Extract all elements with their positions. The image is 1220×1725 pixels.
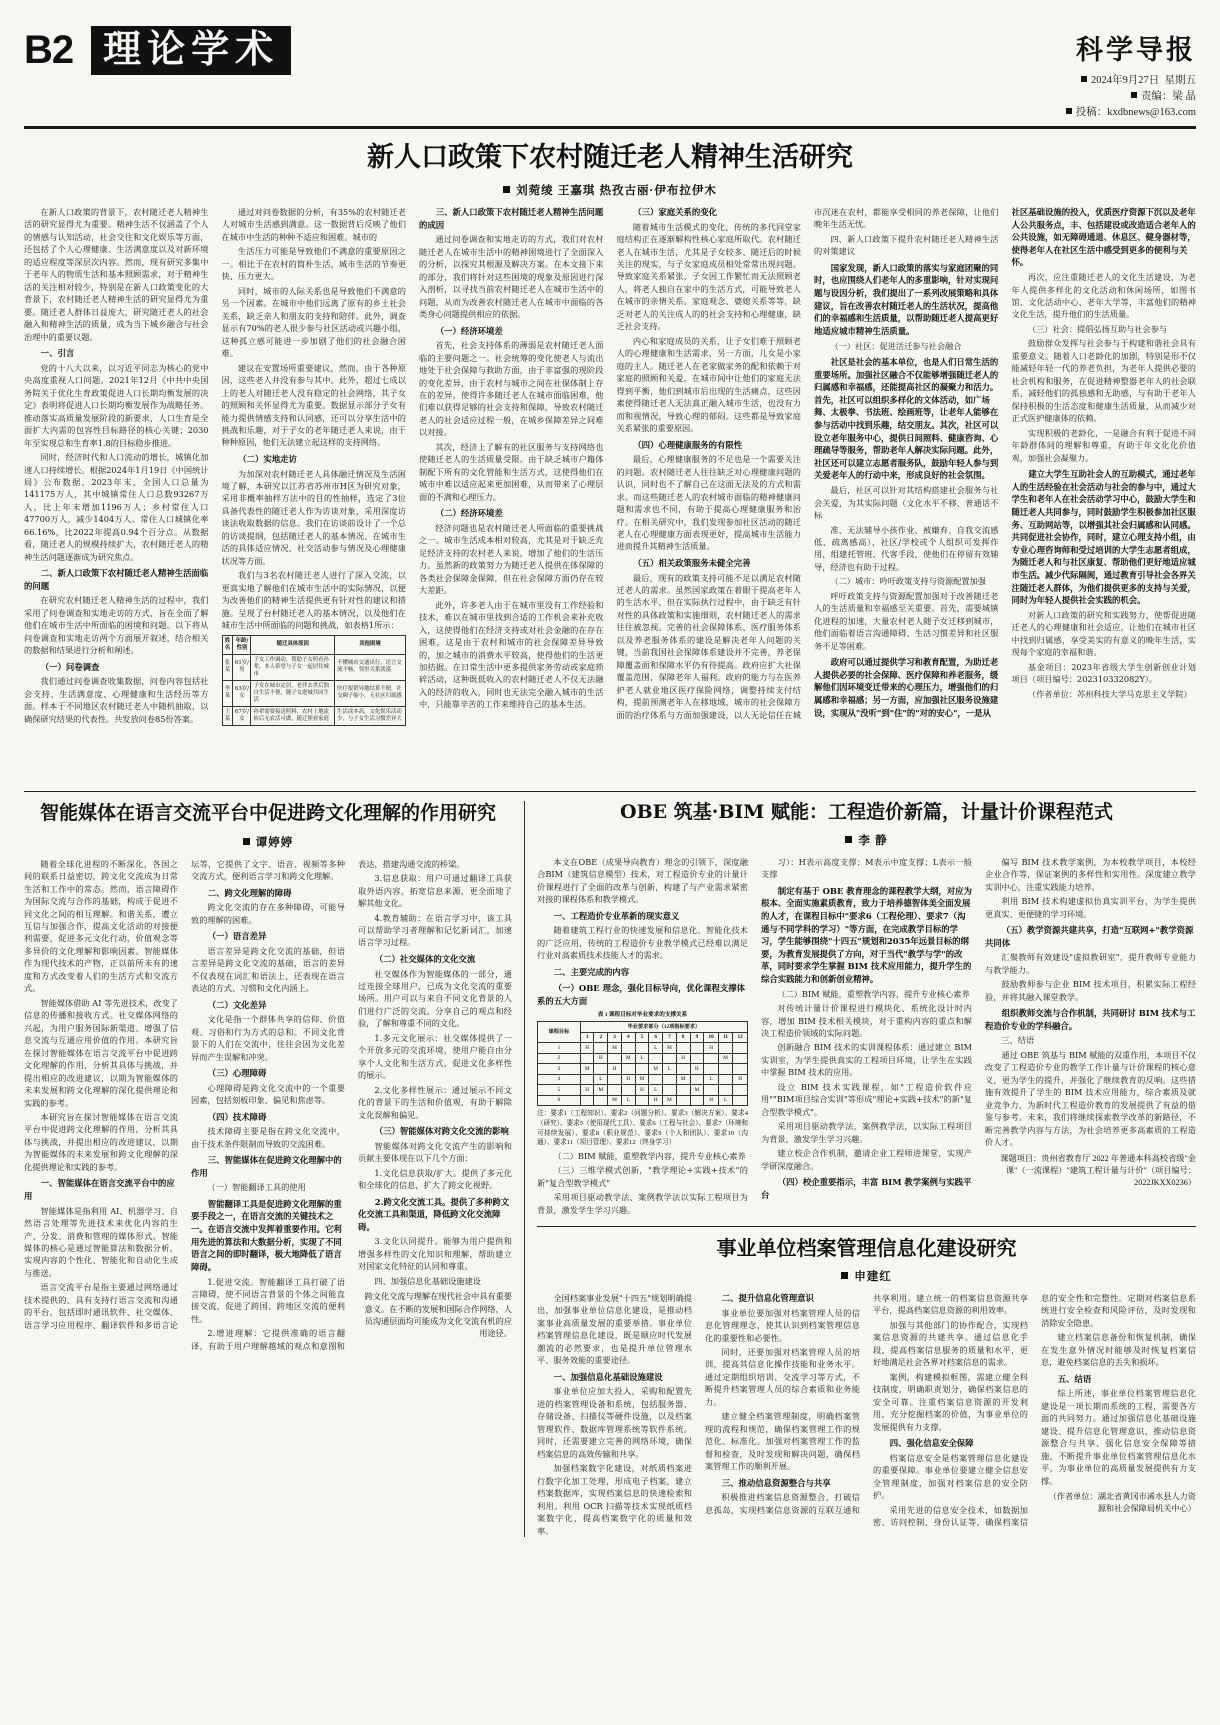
table-row <box>538 1064 748 1075</box>
cell <box>718 1043 732 1054</box>
subheading: （五）教学资源共建共享，打造"互联网+"教学资源共同体 <box>985 925 1194 948</box>
cell: M <box>690 1085 704 1096</box>
paragraph: 利用 BIM 技术构建虚拟仿真实训平台，为学生提供更真实、更便捷的学习环境。 <box>985 896 1196 919</box>
paragraph: 心理障碍是跨文化交流中的一个重要因素，包括刻板印象、偏见和焦虑等。 <box>191 1082 345 1106</box>
col-header: 12 <box>733 1032 748 1043</box>
page-number: B2 <box>24 28 74 73</box>
cell <box>621 1064 635 1075</box>
col-header: 随迁具体原因 <box>251 635 335 654</box>
paragraph: 首先，社会支持体系的薄弱是农村随迁老人面临的主要问题之一。社会统筹的变化使老人与流出地处于社会保障与救助方面，由于非富强的现阶段的变化差异，由于农村与城市之间在社保体制上存在的差异，使得许多随迁老人在城市面临困难，他们难以获得足够的社会支持和保障，导致农村随迁老人的社会适应过程一般，在城乡保障差异之间难以对接。 <box>419 340 604 438</box>
right-stack <box>524 801 1196 1537</box>
article-archive-body <box>537 1292 1196 1537</box>
paragraph: 同时，经济时代和人口流动的增长，城镇化加速人口持续增长。根据2024年1月19日《中国统计局》公布数据，2023年末，全国人口总量为141175万人，其中城镇常住人口总数93267万人，比上年末增加1196万人；乡村常住人口47700万人，减少1404万人。常住人口城镇化率66.16%，比2022年提高0.94个百分点。从数据看，随迁老人的规模持续扩大，农村随迁老人的精神生活问题逐渐成为研究焦点。 <box>24 452 209 562</box>
cell: H <box>733 1074 748 1085</box>
cell <box>580 1074 594 1085</box>
paragraph: 建立健全档案管理制度，明确档案管理的流程和规范，确保档案管理工作的规范化、标准化。加强对档案管理工作的监督和检查，及时发现和解决问题，确保档案管理工作的顺利开展。 <box>705 1411 860 1472</box>
cell <box>733 1095 748 1106</box>
paragraph: 生活压力可能是导致他们不满意的重要原因之一。相比于在农村的简朴生活，城市生活的节奏更快、压力更大。 <box>221 246 406 282</box>
col-header-corner: 课程目标 <box>538 1022 581 1043</box>
paragraph: （一）智能翻译工具的使用 <box>207 1182 306 1193</box>
cell: M <box>663 1095 677 1106</box>
col-header: 1 <box>580 1032 594 1043</box>
table-row <box>538 1085 748 1096</box>
weekday: 星期五 <box>1164 75 1196 86</box>
paragraph: 综上所述，事业单位档案管理信息化建设是一项长期而系统的工程，需要各方面的共同努力。通过加强信息化基础设施建设、提升信息化管理意识、推动信息资源整合与共享、强化信息安全保障等措施，不断提升事业单位档案管理信息化水平，为事业单位的高质量发展提供有力支撑。 <box>1041 1388 1196 1486</box>
paragraph: 1.促进交流。智能翻译工具打破了语言障碍，使不同语言背景的个体之间能直接交流，促进了跨国、跨地区交流的便利性。 <box>191 1276 345 1324</box>
paragraph: （三）社会：提倡弘扬互助与社会参与 <box>1027 323 1168 334</box>
cell <box>733 1053 748 1064</box>
paragraph: 采用项目驱动教学法，案例教学法，以实际工程项目为背景，激发学生学习兴趣。 <box>761 1121 972 1144</box>
article-language-media-headline: 智能媒体在语言交流平台中促进跨文化理解的作用研究 <box>39 802 496 824</box>
cell: 张某 <box>222 654 233 680</box>
paragraph: 设立 BIM 技术实践课程，如"工程造价软件应用""BIM项目综合实训"等形成"理论+实践+技术"的新"复合型教学模式"。 <box>761 1081 972 1117</box>
article-language-media-body <box>24 858 512 1353</box>
cell <box>594 1095 608 1106</box>
masthead-right <box>1066 26 1196 120</box>
cell <box>635 1043 649 1054</box>
paragraph: 同时，城市的人际关系也是导致他们不满意的另一个因素。在城市中他们远离了原有的乡土社会关系，缺乏亲人和朋友的支持和陪伴。此外，调查显示有70%的老人很少参与社区活动或兴趣小组，这种孤立感可能进一步加剧了他们的社会融合困难。 <box>221 285 406 359</box>
cell <box>718 1074 732 1085</box>
article-archive-headline: 事业单位档案管理信息化建设研究 <box>716 1236 1017 1260</box>
cell: L <box>621 1095 635 1106</box>
cell <box>718 1064 732 1075</box>
subheading: 一、工程造价专业革新的现实意义 <box>553 910 680 921</box>
cell: L <box>635 1053 649 1064</box>
paragraph: 事业单位要加强对档案管理人员的信息化管理理念，使其认识到档案管理信息化的重要性和必要性。 <box>705 1307 860 1343</box>
subheading: 二、主要完成的内容 <box>553 966 630 977</box>
cell <box>594 1043 608 1054</box>
table-row <box>538 1043 748 1054</box>
paragraph: 本文在OBE（成果导向教育）理念的引领下，深度融合BIM（建筑信息模型）技术，对工程造价专业的计量计价课程进行了全面的改革与创新，构建了与产业需求紧密对接的课程体系和教学模式。 <box>537 856 748 905</box>
cell: 1 <box>538 1043 581 1054</box>
paragraph: 2.文化多样性展示：通过展示不同文化的背景下的生活和价值观，有助于解除文化误解和偏见。 <box>358 1084 512 1120</box>
masthead-meta <box>1066 73 1196 120</box>
cell: 子女工作调动，帮助子女照看孙辈，本人希望与子女一起居住城市 <box>251 654 335 680</box>
publish-date: 2024年9月27日 <box>1091 75 1160 86</box>
paragraph: 跨文化交流的存在多种障碍，可能导致的理解的困难。 <box>191 902 345 925</box>
cell: H <box>621 1074 635 1085</box>
paragraph: （一）社区：促进活迁参与社会融合 <box>830 340 962 351</box>
paragraph: 实现积极的老龄化，一是融合有利于促进不同年龄群体间的理解和尊重，有助于年文化化价值观，加强社会凝聚力。 <box>1011 427 1196 463</box>
article-main-authors: 刘菀绫 王嘉琪 热孜古丽·伊布拉伊木 <box>516 185 717 197</box>
table-header-row <box>222 635 406 654</box>
cell: 生活成本高，文化娱乐活动少，与子女生活习惯差异大 <box>335 706 406 725</box>
article-language-media-author: 谭婷婷 <box>255 836 294 849</box>
cell <box>676 1085 690 1096</box>
paragraph: 为加深对农村随迁老人具体融迁情况及生活困境了解，本研究以江苏省苏州市H区为研究对象，采用非概率抽样方法中的目的性抽样，选定了3位具备代表性的随迁老人作为访谈对象，采用深度访谈法收取数据的信息。我们在访谈前设计了一个总的访谈提纲，包括随迁老人的基本情况、在城市生活的具体适应情况、社交活动参与情况及心理健康状况等方面。 <box>221 468 406 566</box>
article-main-byline <box>24 182 1196 198</box>
paragraph: 四、新人口政策下提升农村随迁老人精神生活的对策建议 <box>814 233 999 257</box>
cell: 67岁/女 <box>233 706 251 725</box>
paragraph: 3.文化认同提升。能够为用户提供和增强多样性的文化知识和理解，帮助建立对国家文化特征的认同和尊重。 <box>358 1236 512 1272</box>
subheading: 三、推动信息资源整合与共享 <box>721 1477 831 1488</box>
cell <box>635 1095 649 1106</box>
paragraph: 我们通过问卷调查收集数据，问卷内容包括社会支持、生活满意度、心理健康和生活经历等方面。样本于不同地区农村随迁老人中随机抽取，以确保研究结果的代表性。共发放问卷85份答案。 <box>24 676 209 724</box>
paragraph: 偏写 BIM 技术教学案例，为本校教学项目，本校经企业合作等，保证案例的多样性和实用性。深度建立教学实训中心，注重实践能力培养。 <box>985 856 1196 892</box>
cell <box>663 1074 677 1085</box>
cell <box>718 1085 732 1096</box>
paragraph: 语言差异是跨文化交流的基础，但语言差异是跨文化交流的基础，语言的差异不仅表现在词汇和语法上，还表现在语言表达的方式、习惯和文化内涵上。 <box>191 945 345 994</box>
cell: H <box>594 1053 608 1064</box>
col-header: 年龄/性别 <box>233 635 251 654</box>
article-main <box>24 141 1196 781</box>
cell: H <box>580 1085 594 1096</box>
paragraph: 采用先进的信息安全技术，如数据加密、访问控制、身份认证等，确保档案信息的安全性和完整性。定期对档案信息系统进行安全检查和风险评估，及时发现和消除安全隐患。 <box>873 1293 1196 1528</box>
subheading: 二、提升信息化管理意识 <box>721 1293 814 1303</box>
subheading: 制定有基于 OBE 教育理念的课程教学大纲，对应为根本、全面实施素质教育，致力于培养德智体美全面发展的人才，在课程目标中"要求6（工程伦理）、要求7（沟通与不同学科的学习）"等方面，在完成教学目标的学习，学生能够围绕"十四五"规划和2035年远景目标的纲要，为教育发展提供了方向，对于当代"教学与学"的改革，同时要求学生掌握 BIM 技术应用能力，提升学生的综合实践能力和创新创业精神。 <box>761 885 972 984</box>
byline-marker-icon <box>503 186 510 193</box>
cell: H <box>580 1043 594 1054</box>
table-row <box>222 654 406 680</box>
col-header: 4 <box>621 1032 635 1043</box>
cell: H <box>635 1085 649 1096</box>
subheading: （二）实地走访 <box>238 453 297 464</box>
byline-marker-icon <box>845 836 852 843</box>
cell: 2 <box>538 1053 581 1064</box>
paragraph: 技术障碍主要是指在跨文化交流中，由于技术条件限制而导致的交流困难。 <box>191 1126 345 1149</box>
paragraph: 其次，经济上了解有的社区服务与支持网络也使随迁老人的生活质量受限。由于缺乏城市户籍体制配下所有的文化管能和生活方式，这使得他们在城市中难以适应起来更加困难，从而带来了心理层面的不满和心理压力。 <box>419 441 604 502</box>
col-header: 8 <box>676 1032 690 1043</box>
table-row <box>222 680 406 706</box>
paragraph: 四、加强信息化基础设施建设 <box>374 1275 481 1286</box>
cell: 63岁/女 <box>233 680 251 706</box>
cell <box>704 1085 719 1096</box>
paragraph: 内心和家庭成员的关系，让子女们难于照顾老人的心理健康和生活需求，另一方面，儿女是小家庭的主人。随迁老人在老家做家务的配和依赖于对家庭的照顾和关爱，在城市间中让他们的家庭无法得到平衡，他们到城市后出现的生活痛点，这些因素使得随迁老人无法真正融入城市生活，也没有力而和视情况，导致心理的郁闷。这些都是导致家庭关系紧张的重要原因。 <box>616 335 801 434</box>
cell <box>676 1064 690 1075</box>
paragraph: 随着建筑工程行业的快速发展和信息化、智能化技术的广泛应用，传统的工程造价专业教学模式已经难以满足行业对高素质技术技能人才的需求。 <box>537 925 748 961</box>
subheading: 建立大学生互助社会人的互助模式，通过老年人的生活经验在社会活动与社会的参与中，通过大学生和老年人在社会活动学习中心，鼓励大学生和随迁老人共同参与，同时鼓励学生积极参加社区服务、互助网站等，以增强其社会归属感和认同感。共同促进社会协作，同时，建立心理支持小组，由专业心理咨询师和受过培训的大学生志愿者组成，为随迁老人和与社区康复、帮助他们更好地适应城市生活。减少代际隔阂，通过教育引导社会各界关注随迁老人群体，为他们提供更多的支持与关爱，同时为年轻人提供社会实践的机会。 <box>1011 469 1196 606</box>
cell <box>635 1064 649 1075</box>
cell: M <box>649 1064 663 1075</box>
subheading: （一）语言差异 <box>207 931 267 942</box>
cell <box>676 1043 690 1054</box>
article-archive-author: 申建红 <box>854 1271 892 1283</box>
cell: L <box>704 1074 719 1085</box>
cell: M <box>608 1043 622 1054</box>
article-archive-info <box>537 1236 1196 1537</box>
cell: H <box>704 1043 719 1054</box>
funding-note: 通过 OBE 筑基与 BIM 赋能的双重作用，本项目不仅改变了工程造价专业的教学工作计量与计价课程的核心意义，更为学生的提升，并强化了继续教育的反响。这些措施有效提升了学生的 BIM 技术应用能力，综合素质及就业竞争力，为新时代工程造价教育的发展提供了有益的借鉴与参考。未来，我们将继续探索教学改革的新路径，不断完善教学内容与方法，为社会培养更多高素质的工程造价人才。 <box>985 1049 1196 1148</box>
paragraph: 对新人口政策的研究和实践努力，使帮促进随迁老人的心理健康和社会适应，让他们在城市社区中找到归属感，享受美实的有意义的晚年生活，实现每个家庭的幸福和谐。 <box>1011 609 1196 658</box>
lower-band <box>24 801 1196 1537</box>
bullet-icon <box>1131 92 1137 98</box>
cell: 不懂城市交通出行，语言交流不畅，邻里关系淡漠 <box>335 654 406 680</box>
paragraph: 此外，许多老人由于在城市里没有工作经验和技术，难以在城市里找到合适的工作机会来补充收入，这使得他们在经济支持或对社会金融的在存在困难，这是由于农村和城市的社会保障差异导致的，加之城市的消费水平较高，使得他们的生活更加拮据。在日常生活中更多提供家务劳动或家庭琐碎活动，这种既低收入的农村随迁老人不仅无法融入的经济的收入，同时也无法完全融入城市的生活中，只能靠辛苦的工作来维持自己的基本生活。 <box>419 599 604 710</box>
subheading: （四）技术障碍 <box>207 1111 267 1122</box>
subheading: （一）OBE 理念，强化目标导向，优化课程支撑体系的五大方面 <box>537 983 745 1006</box>
paragraph: 汇聚教师有效建设"虚拟教研室"，提升教师专业能力与教学能力。 <box>985 952 1196 975</box>
paragraph: 创新融合 BIM 技术的实训课程体系：通过建立 BIM 实训室，为学生提供真实的工程项目环境，让学生在实践中掌握 BIM 技术的应用。 <box>761 1042 972 1078</box>
paragraph: 同时，还要加强对档案管理人员的培训，提高其信息化操作技能和业务水平。通过定期组织培训、交流学习等方式，不断提升档案管理人员的综合素质和业务能力。 <box>705 1347 860 1407</box>
cell <box>594 1064 608 1075</box>
subheading: （三）家庭关系的变化 <box>633 207 718 217</box>
paragraph: 三、结语 <box>1001 1035 1035 1046</box>
paragraph: 最后，现有的政策支持可能不足以满足农村随迁老人的需求。虽然国家政策在着眼于提高老年人的生活水平，但在实际执行过程中，由于缺乏有针对性的具体政策和实施细则，农村随迁老人的需求往往被忽视。完善的社会保障体系、医疗服务体系以及养老服务体系的建设是解决老年人问题的关键，当前我国社会保障体系建设并不完善，养老保障覆盖面和保障水平仍有待提高。政府应扩大社保覆盖范围，保障老年人福利。政府的能力与在医养护老人就业地区医疗保险网络，调整持续支付结构，提前预测老年人在移地域、城市的社会保障方面的治疗体系与方面加强建设，以人无论信任在城市沉迷在农村，都能享受相同的养老保障，让他们晚年生活无忧。 <box>616 207 999 720</box>
col-header: 姓名 <box>222 635 233 654</box>
subheading: （三）智能媒体对跨文化交流的影响 <box>374 1126 509 1137</box>
col-header: 3 <box>608 1032 622 1043</box>
subheading: （一）问卷调查 <box>40 661 100 672</box>
table-caption: 表 1 课程目标对毕业要求的支撑关系 <box>597 1012 688 1019</box>
paragraph: 习）：H表示高度支撑；M表示中度支撑；L表示一般支撑 <box>761 856 972 880</box>
paragraph: 积极推进档案信息资源整合，打破信息孤岛，实现档案信息资源的互联互通和共享利用。建立统一的档案信息资源共享平台，提高档案信息资源的利用效率。 <box>705 1293 1028 1515</box>
paragraph: 事业单位应加大投入，采购和配置先进的档案管理设备和系统，包括服务器、存储设备、扫描仪等硬件设施，以及档案管理软件、数据库管理系统等软件系统。同时，还需要建立完善的网络环境，确保档案信息的高效传输和共享。 <box>537 1386 692 1459</box>
col-header-group: 毕业要求部分（12项指标要求） <box>580 1022 747 1033</box>
subheading: 2.跨文化交流工具。提供了多种跨文化交流工具和渠道，降低跨文化交流障碍。 <box>358 1196 510 1232</box>
cell <box>704 1064 719 1075</box>
article-obe-bim-byline <box>537 832 1196 848</box>
masthead <box>24 26 1196 129</box>
affiliation: 课题项目：贵州省教育厅 2022 年普通本科高校省级"金课"（一流课程）"建筑工程计量与计价"（项目编号：2022JKXX0236） <box>1000 1153 1196 1188</box>
paragraph: 语言交流平台是指主要通过网络通过技术提供的、具有支持行语言交流和沟通的平台，包括即时通讯软件、社交媒体、语言学习应用程序、翻译软件和多语言论坛等，它提供了文字、语音、视频等多种交流方式，便利语言学习和跨文化理解。 <box>24 858 345 1330</box>
article-obe-bim-headline: OBE 筑基·BIM 赋能：工程造价新篇，计量计价课程范式 <box>620 801 1113 823</box>
cell: 6 <box>538 1095 581 1106</box>
subheading: 政府可以通过提供学习和教育配置，为助迁老人提供必要的社会保障、医疗保障和养老服务，缓解他们因环境变迁带来的心理压力，增强他们的归属感和幸福感；另一方面，应加强社区服务设施建设，实现从"没听"到"住"的"对的安心"，一是从社区基础设施的投入，优质医疗资源下沉以及老年人公共服务点，丰、包括建设或改造适合老年人的公共设施，如无障碍通道、休息区、健身器材等，使得老年人在社区生活中感受到更多的便利与关怀。 <box>814 207 1196 718</box>
paragraph: 对传统计量计价课程进行模块化、系统化设计时内容，增加 BIM 技术相关模块，对于重构内容的重点和解决工程造价领域的实际问题。 <box>761 1003 972 1038</box>
respondent-table <box>222 635 407 726</box>
paragraph: （三）三维学模式创新，"教学理论+实践+技术"的新"复合型教学模式" <box>537 1165 748 1188</box>
cell <box>621 1043 635 1054</box>
cell <box>733 1085 748 1096</box>
cell: 子女在城市定居，老伴去世后独自生活不便，随子女进城共同生活 <box>251 680 335 706</box>
article-main-body <box>24 206 1196 781</box>
cell: M <box>594 1085 608 1096</box>
subheading: （五）相关政策服务未健全完善 <box>633 557 751 568</box>
paragraph: 在新人口政策的背景下，农村随迁老人精神生活的研究显得尤为重要。精神生活不仅涵盖了个人的情感与认知活动，社会交往和文化娱乐等方面，还包括了个人心理健康、生活满意度以及对新环境的适应程度等深层次内容。然而，现有研究多集中于老年人的物质生活和基本照顾需求，对于精神生活的关注相对较少，特别是在新人口政策变化的大背景下，农村随迁老人精神生活的研究显得尤为重要。随迁老人群体日益庞大，研究随迁老人的社会融入和精神生活的质量，成为当下城乡融合与社会治理中的重要议题。 <box>24 207 209 342</box>
paragraph: 建立校企合作机制，邀请企业工程师进课堂，实现产学研深度融合。 <box>761 1148 972 1171</box>
paragraph: 2.增进理解：它提供准确的语言翻译，有助于用户理解越域的观点和意图和表达，搭建沟通交流的桥梁。 <box>191 858 465 1351</box>
paragraph: 案例，构建模拟框图，需建立健全科技制度，明确职责划分，确保档案信息的安全可靠。注重档案信息资源的开发利用，充分挖掘档案的价值，为事业单位的发展提供有力支撑。 <box>873 1371 1028 1432</box>
cell: H <box>608 1064 622 1075</box>
paragraph: 随着全球化进程的不断深化，各国之间的联系日益密切，跨文化交流成为日常生活和工作中的常态。然而，语言障碍作为国际交流与合作的基础，构成于促进不同文化之间的相互理解。和谐关系，遭立互信与加强合作，提高文化活动的对接便利需要，促进多元文化行动，价值观念等多异价的文化理解和影响因素。智能媒体作为现代技术的产物，正以前所未有的速度和方式改变着人们的生活方式和交流方式。 <box>24 858 178 994</box>
col-header: 9 <box>690 1032 704 1043</box>
cell: M <box>718 1053 732 1064</box>
cell: M <box>635 1074 649 1085</box>
col-header: 6 <box>649 1032 663 1043</box>
cell <box>676 1095 690 1106</box>
paragraph: 准、无法辅导小孩作业、被嫌弃、自我交流感低、疏离感高），社区/学校或个人组织可发挥作用，组建托管班、代客手段，使他们在停留有效辅导，经济也有助于过程。 <box>814 524 999 572</box>
cell: H <box>676 1053 690 1064</box>
article-obe-bim-body <box>537 856 1196 1216</box>
cell <box>663 1053 677 1064</box>
article-language-media <box>24 801 524 1537</box>
paragraph: （二）BIM 赋能，重塑教学内容，提升专业核心素养 <box>777 988 970 999</box>
cell: L <box>649 1085 663 1096</box>
section-divider <box>537 1226 1196 1227</box>
col-header: 5 <box>635 1032 649 1043</box>
paragraph: 4.教育辅助：在语言学习中，该工具可以帮助学习者理解和记忆新词汇，加速语言学习过程。 <box>358 912 512 948</box>
subheading: （二）经济环境差 <box>435 508 503 519</box>
paragraph: 社交媒体作为智能媒体的一部分，通过连接全球用户，已成为文化交流的重要场所。用户可以与来自不同文化背景的人们进行广泛的交流，分享自己的观点和经验，了解和尊重不同的文化。 <box>358 968 512 1029</box>
paragraph: 本研究旨在探讨智能媒体在语言交流平台中促进跨文化理解的作用，分析其具体与挑战，并提出相应的改进建议，以期为智能媒体的未来发展和跨文化理解的深化提供理论和实践的参考。 <box>24 1112 178 1172</box>
paragraph: 建立档案信息备份和恢复机制，确保在发生意外情况时能够及时恢复档案信息，避免档案信息的丢失和损坏。 <box>1041 1332 1196 1368</box>
paragraph: 党的十八大以来，以习近平同志为核心的党中央高度重视人口问题。2021年12月《中共中央国务院关于优化生育政策促进人口长期均衡发展的决定》表明将促进人口长期均衡发展作为战略任务。推动落实高质量发展阶段的新要求，人口生育是全面扩大内需的包容性目标路径的核心关键；2030年至实现总和生育率1.8的目标稳步推进。 <box>24 362 209 448</box>
paragraph: 鼓励群众发挥与社会参与于构建和谐社会具有重要意义。随着人口老龄化的加剧，特别是形不仅能减轻年轻一代的养老负担，为老年人提供必要的社会机构和服务，在促进精神整器老年人的社会联系，减轻他们的孤独感和无助感，与有助于老年人保持积极的生活态度和健康生活质量，从而减少对正式医护健康体的依赖。 <box>1011 338 1196 424</box>
paragraph: 采用项目驱动教学法、案例教学法以实际工程项目为背景，激发学生学习兴趣。 <box>537 1192 748 1215</box>
masthead-left <box>24 26 291 75</box>
cell: M <box>580 1064 594 1075</box>
cell: 医疗报销异地结算不便，社交圈子缩小，无社区归属感 <box>335 680 406 706</box>
article-obe-bim <box>537 801 1196 1216</box>
subheading: 四、强化信息安全保障 <box>889 1438 974 1449</box>
paragraph: 我们与3名农村随迁老人进行了深入交流，以更真实地了解他们在城市生活中的实际情况，以便为改善他们的精神生活提供更有针对性的建议和措施。呈现了台村随迁老人的基本情况，以及他们在城市生活中所面临的问题和挑战，如表格1所示： <box>221 570 406 631</box>
subheading: 社区是社会的基本单位，也是人们日常生活的重要场所。加强社区融合不仅能够增强随迁老人的归属感和幸福感，还能提高社区的凝聚力和活力。首先，社区可以组织多样化的文体活动，如广场舞、太极拳、书法班、绘画班等，让老年人能够在参与活动中找到乐趣，结交朋友。其次，社区可以设立老年服务中心，提供日间照料、健康咨询、心理疏导等服务，帮助老年人解决实际问题。此外，社区还可以建立志愿者服务队，鼓励年轻人参与到关爱老年人的行动中来，形成良好的社会氛围。 <box>814 357 999 481</box>
subheading: （四）心理健康服务的有限性 <box>633 439 743 450</box>
table-row <box>538 1095 748 1106</box>
cell: M <box>621 1053 635 1064</box>
cell <box>690 1053 704 1064</box>
col-header: 10 <box>704 1032 719 1043</box>
cell <box>690 1074 704 1085</box>
cell: 5 <box>538 1085 581 1096</box>
article-language-media-byline <box>24 834 512 850</box>
paragraph: （二）城市：吟吁政策支持与资源配置加强 <box>830 576 986 587</box>
subheading: 一、引言 <box>40 348 75 359</box>
paragraph: 建议在安置场所重要建议，然而，由于各种原因，这些老人并没有参与其中。此外，超过七成以上的老人对随迁老人没有稳定的社会网络，其子女的照顾和关怀显得尤为重要。数据显示部分子女有能力提供情感支持和认同感，还可以分享生活中的挑战和乐趣，对于子女的老年随迁老人来说，由于种种原因，他们无法建立起这样的支持网络。 <box>221 362 406 448</box>
cell <box>580 1095 594 1106</box>
article-main-headline: 新人口政策下农村随迁老人精神生活研究 <box>367 142 853 174</box>
cell <box>649 1053 663 1064</box>
table-row <box>538 1053 748 1064</box>
subheading: （一）经济环境差 <box>435 325 503 336</box>
subheading: 五、结语 <box>1057 1373 1092 1384</box>
subheading: 组织教师交流与合作机制，共同研讨 BIM 技术与工程造价专业的学科融合。 <box>985 1008 1196 1031</box>
paragraph: 加强档案数字化建设，对纸质档案进行数字化加工处理，形成电子档案，建立档案数据库，实现档案信息的快速检索和利用。利用 OCR 扫描等技术实现纸质档案数字化，提高档案数字化的质量和效率。 <box>537 1463 692 1536</box>
article-obe-bim-author: 李 静 <box>858 834 888 847</box>
cell <box>649 1074 663 1085</box>
paragraph: 加强与其他部门的协作配合，实现档案信息资源的共建共享。通过信息化手段，提高档案信息服务的质量和水平，更好地满足社会各界对档案信息的需求。 <box>873 1319 1028 1368</box>
subheading: 智能翻译工具是促进跨文化理解的重要手段之一，在语言交流的关键技术之一。在语言交流中发挥着重要作用。它利用先进的算法和大数据分析，实现了不同语言之间的即时翻译，极大地降低了语言障碍。 <box>191 1198 342 1272</box>
paragraph: 再次，应注重随迁老人的文化生活建设，为老年人提供多样化的文化活动和休闲场所，如图书馆、文化活动中心、老年大学等，丰富他们的精神文化生活，提升他们的生活质量。 <box>1011 272 1196 320</box>
affiliation: （作者单位：湖北省黄冈市浠水县人力资源和社会保障局机关中心） <box>1048 1492 1196 1514</box>
bullet-icon <box>1081 76 1087 82</box>
curriculum-matrix-table <box>537 1021 748 1106</box>
cell <box>608 1053 622 1064</box>
table-header-row <box>538 1022 748 1033</box>
col-header: 2 <box>594 1032 608 1043</box>
cell: H <box>649 1095 663 1106</box>
byline-marker-icon <box>243 838 250 845</box>
cell: 王某 <box>222 706 233 725</box>
col-header: 7 <box>663 1032 677 1043</box>
subheading: 一、智能媒体在语言交流平台中的应用 <box>24 1178 175 1201</box>
paragraph: 智能媒体对跨文化交流产生的影响和贡献主要体现在以下几个方面： <box>358 1140 512 1164</box>
newspaper-brand: 科学导报 <box>1076 35 1196 66</box>
paragraph: 通过对问卷数据的分析，有35%的农村随迁老人对城市生活感到满意。这一数据背后反映了他们在城市中生活的种种不适应和困难。城市的 <box>221 207 406 242</box>
paragraph: 鼓励教师参与企业 BIM 技术项目，积累实际工程经验，并将其融入课堂教学。 <box>985 979 1196 1002</box>
cell: 61岁/男 <box>233 654 251 680</box>
cell: L <box>594 1074 608 1085</box>
cell <box>608 1074 622 1085</box>
cell: 李某 <box>222 680 233 706</box>
cell <box>580 1053 594 1064</box>
cell <box>733 1064 748 1075</box>
cell: L <box>649 1043 663 1054</box>
paragraph: 在研究农村随迁老人精神生活的过程中，我们采用了问卷调查和实地走访的方式，旨在全面了解他们在城市生活中所面临的困境和问题。以下将从问卷调查和实地走访两个方面展开叙述，结合相关的数据和结果进行分析和阐述。 <box>24 595 209 656</box>
col-header: 11 <box>718 1032 732 1043</box>
cell: M <box>608 1095 622 1106</box>
paragraph: 智能媒体借助 AI 等先进技术，改变了信息的传播和接收方式。社交媒体网络的兴起，为用户服务国际新渠道、增强了信息交流与互通应用价值的作用。本研究旨在探讨智能媒体在语言交流平台中促进跨文化理解的作用，分析其具体与挑战，并提出相应的改进建议，以期为智能媒体的未来发展和跨文化理解的深化提供理论和实践的参考。 <box>24 997 178 1108</box>
cell: 3 <box>538 1064 581 1075</box>
subheading: （三）心理障碍 <box>207 1068 267 1079</box>
paragraph: 基金项目：2023年省级大学生创新创业计划项目（项目编号：202310332082Y）。 <box>1011 661 1196 685</box>
paragraph: 全国档案事业发展"十四五"规划明确提出，加强事业单位信息化建设，是推动档案事业高质量发展的重要举措。事业单位档案管理信息化建设，既是顺应时代发展潮流的必然要求，也是提升单位管理水平、服务效能的重要途径。 <box>537 1293 692 1366</box>
byline-marker-icon <box>841 1272 848 1279</box>
section-title: 理论学术 <box>91 26 291 75</box>
cell <box>621 1085 635 1096</box>
paragraph: 3.信息获取：用户可通过翻译工具获取外语内容，拓宽信息来源，更全面地了解其他文化。 <box>358 873 512 909</box>
col-header: 其他困境 <box>335 635 406 654</box>
funding-note: （作者单位：苏州科技大学马克思主义学院） <box>1027 688 1192 699</box>
affiliation: 跨文化交流与理解在现代社会中具有重要意义。在不断的发展和国际合作网络，人员沟通层面均可能成为文化交流有机的应用途径。 <box>364 1292 512 1339</box>
paragraph: 档案信息安全是档案管理信息化建设的重要保障。事业单位要建立健全信息安全管理制度，加强对档案信息的安全防护。 <box>873 1452 1028 1501</box>
paragraph: 通过问卷调查和实地走访的方式，我们对农村随迁老人在城市生活中的精神困境进行了全面深入的分析，以探究其根源及解决方案。在本文接下来的部分，我们将针对这些困境的现象及原因进行深入剖析，以寻找当前农村随迁老人在城市生活中的问题，从而为改善农村随迁老人在城市中面临的各类身心问题提供相应的依据。 <box>419 234 604 320</box>
table-row <box>538 1074 748 1085</box>
cell <box>690 1043 704 1054</box>
subheading: 三、智能媒体在促进跨文化理解中的作用 <box>191 1155 342 1178</box>
bullet-icon <box>1066 108 1072 114</box>
subheading: 一、加强信息化基础设施建设 <box>553 1371 663 1382</box>
paragraph: 随着城市生活模式的变化，传统的多代同堂家庭结构正在逐渐解构性核心家庭所取代。农村随迁老人在城市生活，尤其是子女较多、随迁后的时候关注的现实，与子女家庭成员相处常常出现问题。导致家庭关系紧张，子女因工作繁忙而无法照顾老人，将老人独自在家中的生活方式，可能导致老人在城市的亲情关系。家庭观念、婆媳关系等等，缺乏对老人的关注成人的的社会支持和心理健康，缺乏社会支持。 <box>616 221 801 332</box>
cell <box>690 1095 704 1106</box>
cell: H <box>690 1064 704 1075</box>
cell <box>704 1053 719 1064</box>
cell: L <box>718 1095 732 1106</box>
subheading: 二、跨文化理解的障碍 <box>207 887 292 898</box>
subheading: 二、新人口政策下农村随迁老人精神生活面临的问题 <box>24 568 209 591</box>
submit-line: 投稿：kxdbnews@163.com <box>1075 106 1196 118</box>
cell: 孙辈需要接送照料，农村土地流转后无农活可做，随迁照看家庭 <box>251 706 335 725</box>
paragraph: （二）BIM 赋能，重塑教学内容，提升专业核心素养 <box>553 1150 746 1161</box>
paragraph: 呼吁政策支持与资源配置加强对于改善随迁老人的生活质量和幸福感至关重要。首先，需要城镇化进程的加速，大量农村老人随子女迁移到城市，他们面临着语言沟通障碍、生活习惯差异和社区服务不足等困难。 <box>814 590 999 651</box>
cell: M <box>676 1074 690 1085</box>
table-row <box>222 706 406 725</box>
cell <box>663 1085 677 1096</box>
article-archive-byline <box>537 1268 1196 1284</box>
editor-line: 责编：梁 晶 <box>1140 90 1196 102</box>
paragraph: 1.文化信息获取/扩大。提供了多元化和全球化的信息，扩大了跨文化视野。 <box>358 1167 512 1191</box>
table-note: 注：要求1（工程知识）、要求2（问题分析）、要求3（解决方案）、要求4（研究）、要求5（使用现代工具）、要求6（工程与社会）、要求7（环境和可持续发展）、要求8（职业规范）、要求9（个人和团队）、要求10（沟通）、要求11（项目管理）、要求12（终身学习） <box>537 1110 748 1147</box>
cell: M <box>663 1043 677 1054</box>
section-divider <box>24 791 1196 792</box>
subheading: （二）文化差异 <box>207 999 267 1010</box>
paragraph: 最后，心理健康服务的不足也是一个需要关注的问题。农村随迁老人往往缺乏对心理健康问题的认识，同时也不了解自己在这面无法及的方式和需求。而这些随迁老人的农村城市面临的精神健康问题和需求也不同，有助于提高心理健康服务和治疗。在相关研究中，我们发现参加社区活动的随迁老人在心理健康方面表现更好，提高城市生活能力进而提升其精神生活质量。 <box>616 454 801 552</box>
paragraph: 经济问题也是农村随迁老人所面临的重要挑战之一。城市生活成本相对较高，尤其是对于缺乏充足经济支持的农村老人来说，增加了他们的生活压力。虽然新的政策努力为随迁老人提供在体保障的各类社会保障金保障，但在社会保障方面仍存在较大差距。 <box>419 522 604 596</box>
paragraph: 文化是指一个群体共享的信仰、价值观、习俗和行为方式的总和。不同文化背景下的人们在交流中，往往会因为文化差异而产生误解和冲突。 <box>191 1014 345 1062</box>
cell: L <box>663 1064 677 1075</box>
subheading: （四）校企重要指示，丰富 BIM 教学案例与实践平台 <box>761 1177 972 1200</box>
subheading: 国家发现，新人口政策的落实与家庭团聚的同时，也应围绕人们老年人的多重影响，针对实现问题与设因分析，我们提出了一系列改展策略和具体建议，旨在改善农村随迁老人的生活状况，提高他们的幸福感和生活质量，以帮助随迁老人提高更好地适应城市精神生活质量。 <box>814 262 999 336</box>
cell: 4 <box>538 1074 581 1085</box>
paragraph: 最后，社区可以针对其结构搭建社会服务与社会关爱，为其实际问题（文化水平不移、普通话不标 <box>814 485 999 521</box>
subheading: 三、新人口政策下农村随迁老人精神生活问题的成因 <box>419 207 604 230</box>
cell <box>608 1085 622 1096</box>
paragraph: 智能媒体是指利用 AI、机器学习、自然语言处理等先进技术来优化内容的生产、分发、消费和管理的媒体形式。智能媒体的核心是通过智能算法和数据分析，实现内容的个性化、智能化和自动化生成与推送。 <box>24 1205 178 1278</box>
paragraph: 1.多元文化展示：社交媒体提供了一个开放多元的交流环境，使用户能自由分享个人文化和生活方式，促进文化多样性的展示。 <box>358 1032 512 1081</box>
cell: H <box>704 1095 719 1106</box>
cell <box>733 1043 748 1054</box>
subheading: （二）社交媒体的文化交流 <box>374 953 476 964</box>
